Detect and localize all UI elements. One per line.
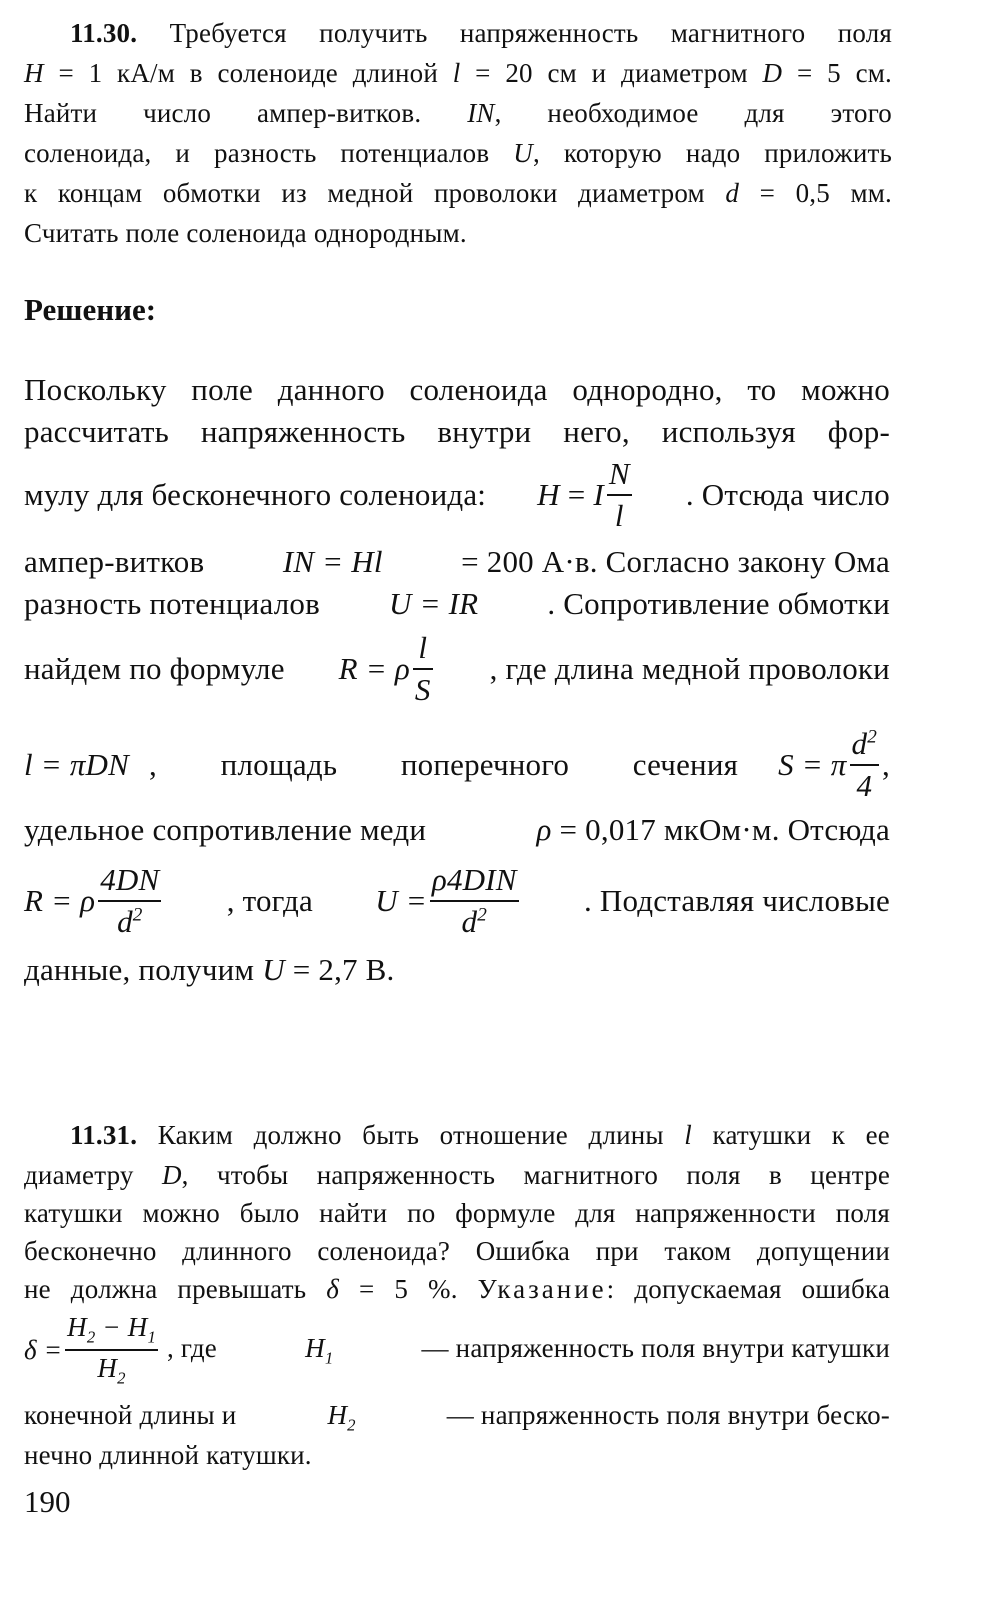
- solution-line-5: [24, 586, 890, 622]
- formula-U-rho4DIN-over-d2: [375, 862, 521, 940]
- numerator: [65, 1312, 158, 1349]
- numerator: l: [418, 630, 428, 665]
- text: конечной длины и: [24, 1400, 237, 1430]
- var-H: H: [537, 477, 560, 512]
- formula-R-rho-4DN-over-d2: [24, 862, 164, 940]
- var-U: U: [262, 952, 285, 987]
- text: разность потенциалов: [24, 586, 320, 621]
- text: = 0,5 мм.: [739, 178, 893, 208]
- problem-number: 11.31.: [70, 1120, 138, 1150]
- problem-1130-line-2: [24, 58, 892, 89]
- formula-delta: [24, 1312, 161, 1389]
- text: не должна превышать: [24, 1274, 327, 1304]
- text: = 200 А·в. Согласно закону Ома: [461, 544, 890, 579]
- text: , чтобы напряженность магнитного поля в центре: [181, 1160, 890, 1190]
- var-D: D: [161, 1160, 182, 1190]
- var-d: d: [851, 726, 868, 761]
- fraction: [413, 630, 433, 708]
- text: — напряженность поля внутри беско-: [446, 1400, 890, 1430]
- denominator: [98, 900, 161, 940]
- text: , где длина медной проволоки: [489, 651, 890, 686]
- solution-heading: Решение:: [24, 292, 157, 327]
- page-number: 190: [24, 1484, 71, 1519]
- problem-1131-line-2: [24, 1160, 890, 1191]
- text: Найти число ампер-витков.: [24, 98, 468, 128]
- text-group: [161, 1333, 890, 1368]
- denominator: [65, 1349, 158, 1388]
- var-H: H: [97, 1353, 118, 1384]
- denominator: 4: [850, 764, 880, 804]
- var-delta: δ: [326, 1274, 339, 1304]
- text: диаметру: [24, 1160, 162, 1190]
- exponent: 2: [477, 904, 488, 926]
- var-l: l: [684, 1120, 692, 1150]
- text: данные, получим: [24, 952, 263, 987]
- text: R = ρ: [24, 883, 96, 918]
- solution-line-1: Поскольку поле данного соленоида однородно, то можно: [24, 372, 890, 407]
- formula-l-piDN: l = πDN: [24, 747, 130, 782]
- subscript: 2: [347, 1415, 356, 1435]
- problem-1131-line-1: [70, 1120, 890, 1151]
- text: мулу для бесконечного соленоида:: [24, 477, 487, 512]
- problem-1130-line-4: [24, 138, 892, 169]
- solution-line-9: [24, 862, 890, 940]
- text: — напряженность поля внутри катушки: [421, 1332, 890, 1363]
- text: Указание: [477, 1274, 607, 1304]
- exponent: 2: [867, 726, 878, 748]
- numerator: 4DN: [100, 862, 160, 897]
- var-d: d: [461, 904, 478, 939]
- problem-1131-line-7: [24, 1400, 890, 1435]
- var-H: H: [305, 1332, 325, 1363]
- solution-line-7: [24, 726, 890, 804]
- fraction: [430, 862, 519, 940]
- problem-1131-line-5: [24, 1274, 890, 1305]
- solution-line-2: рассчитать напряженность внутри него, используя фор-: [24, 414, 890, 449]
- fraction: [65, 1312, 158, 1389]
- denominator: S: [413, 668, 433, 708]
- subscript: 2: [86, 1327, 96, 1347]
- text: . Подставляя числовые: [583, 883, 890, 918]
- text: соленоида, и разность потенциалов: [24, 138, 514, 168]
- var-D: D: [762, 58, 783, 88]
- problem-1131-line-3: катушки можно было найти по формуле для напряженности поля: [24, 1198, 890, 1228]
- problem-1130-line-6: Считать поле соленоида однородным.: [24, 218, 467, 248]
- problem-1130-line-5: [24, 178, 892, 209]
- text: R = ρ: [338, 651, 410, 686]
- subscript: 2: [117, 1368, 126, 1388]
- formula-S-pi-d2-over-4: [778, 726, 890, 804]
- text: = 5 %.: [338, 1274, 478, 1304]
- text: =: [559, 477, 594, 512]
- text: S = π: [778, 747, 847, 782]
- text: ампер-витков: [24, 544, 205, 579]
- formula-R-rho-l-over-S: [339, 630, 436, 708]
- solution-line-6: [24, 630, 890, 708]
- text: = 5 см.: [782, 58, 893, 88]
- text: . Сопротивление обмотки: [547, 586, 890, 621]
- problem-1131-line-4: бесконечно длинного соленоида? Ошибка при таком допущении: [24, 1236, 890, 1266]
- problem-number: 11.30.: [70, 18, 138, 48]
- text: = 1 кА/м в соленоиде длиной: [43, 58, 453, 88]
- var-I: I: [593, 477, 604, 512]
- text: к концам обмотки из медной проволоки диаметром: [24, 178, 726, 208]
- text: : допускаемая ошибка: [606, 1274, 890, 1304]
- numerator: ρ4DIN: [431, 862, 517, 897]
- var-l: l: [452, 58, 461, 88]
- var-U: U: [513, 138, 533, 168]
- fraction: [850, 726, 880, 804]
- text: удельное сопротивление меди: [24, 812, 427, 847]
- numerator: [850, 726, 880, 764]
- var-rho: ρ: [536, 812, 552, 847]
- formula-H-I-N-over-l: [537, 456, 635, 534]
- subscript: 1: [324, 1348, 334, 1368]
- text: найдем по формуле: [24, 651, 285, 686]
- formula-U-IR: U = IR: [389, 586, 479, 621]
- text: δ =: [24, 1334, 63, 1365]
- var-d: d: [117, 904, 133, 939]
- text: , необходимое для этого: [494, 98, 892, 128]
- text: = 2,7 В.: [284, 952, 395, 987]
- text: ,: [882, 747, 890, 782]
- text: − H: [95, 1312, 148, 1342]
- text: , площадь поперечного сечения: [149, 747, 739, 782]
- text: . Отсюда число: [685, 477, 890, 512]
- problem-1131-line-6: [24, 1312, 890, 1389]
- solution-line-10: [24, 952, 395, 988]
- exponent: 2: [132, 904, 143, 926]
- var-IN: IN: [467, 98, 495, 128]
- text: , тогда: [226, 883, 313, 918]
- solution-line-3: [24, 456, 890, 534]
- text: Каким должно быть отношение длины: [157, 1120, 685, 1150]
- var-H: H: [24, 58, 44, 88]
- text: Требуется получить напряженность магнитного поля: [169, 18, 893, 48]
- var-d: d: [725, 178, 740, 208]
- text: , где: [167, 1332, 217, 1363]
- text: , которую надо приложить: [532, 138, 892, 168]
- text: = 20 см и диаметром: [460, 58, 763, 88]
- var-H: H: [327, 1400, 348, 1430]
- formula-IN-Hl: IN = Hl: [282, 544, 383, 579]
- subscript: 1: [147, 1327, 157, 1347]
- text: катушки к ее: [692, 1120, 890, 1150]
- numerator: N: [608, 456, 630, 491]
- problem-1130-line-1: [70, 18, 892, 49]
- text: = 0,017 мкОм·м. Отсюда: [551, 812, 890, 847]
- denominator: l: [607, 494, 632, 534]
- text: U =: [375, 883, 427, 918]
- solution-line-4: [24, 544, 890, 580]
- var-H: H: [67, 1312, 87, 1342]
- fraction: [607, 456, 632, 534]
- problem-1130-line-3: [24, 98, 892, 129]
- problem-1131-line-8: нечно длинной катушки.: [24, 1440, 312, 1470]
- denominator: [430, 900, 519, 940]
- fraction: [98, 862, 161, 940]
- solution-line-8: [24, 812, 890, 848]
